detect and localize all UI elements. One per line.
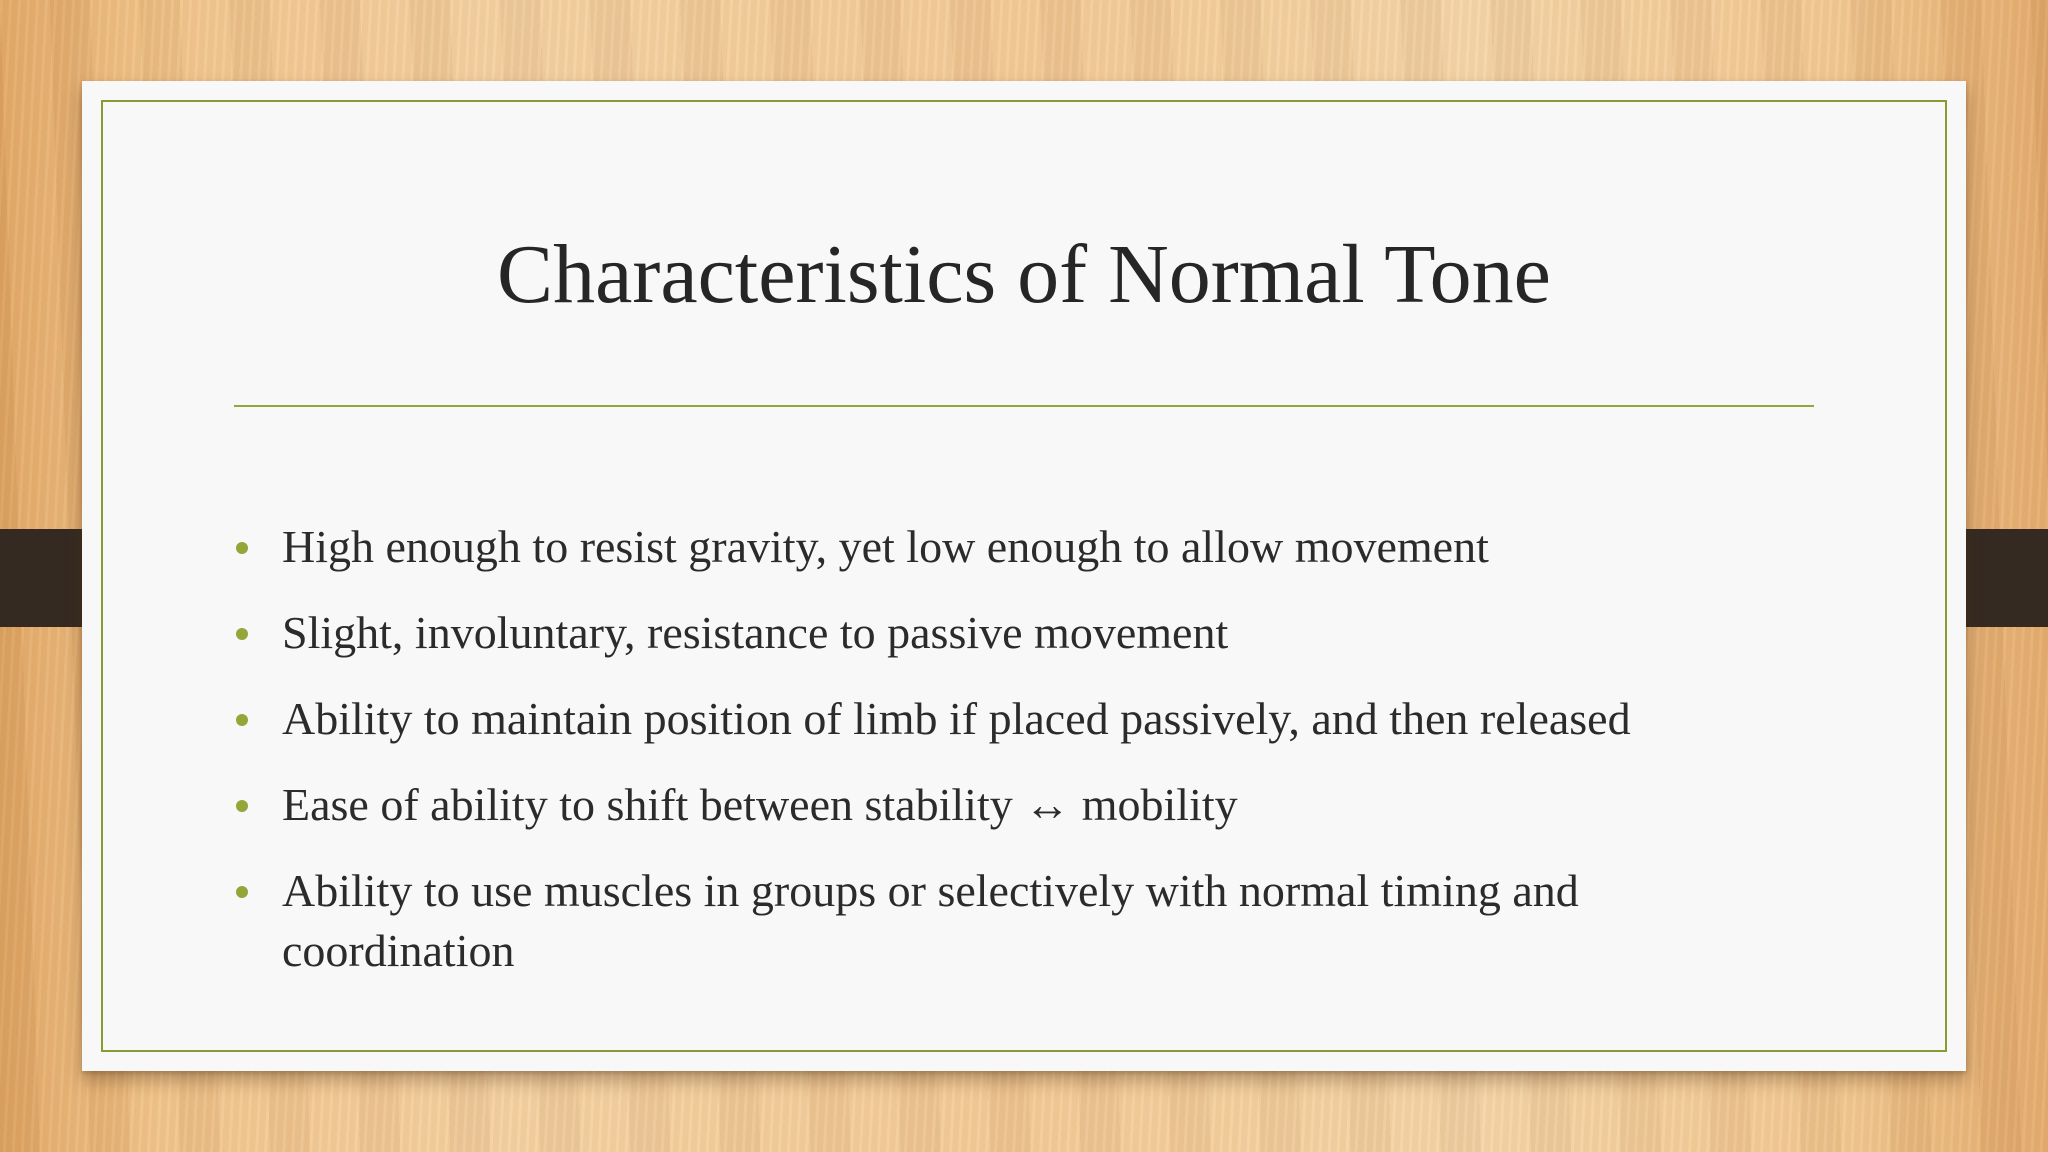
bullet-dot-icon <box>236 800 248 812</box>
slide-title: Characteristics of Normal Tone <box>497 228 1551 321</box>
bullet-list <box>234 517 1794 1007</box>
bullet-dot-icon <box>236 714 248 726</box>
bullet-dot-icon <box>236 886 248 898</box>
bullet-item <box>234 517 1794 577</box>
bullet-item <box>234 861 1794 981</box>
title-divider <box>234 405 1814 407</box>
bullet-dot-icon <box>236 542 248 554</box>
bullet-dot-icon <box>236 628 248 640</box>
bullet-text: Ability to use muscles in groups or selectively with normal timing and coordination <box>282 865 1579 976</box>
bullet-item <box>234 775 1794 835</box>
slide <box>82 81 1966 1071</box>
bullet-text: Ability to maintain position of limb if placed passively, and then released <box>282 693 1631 744</box>
bullet-text: Slight, involuntary, resistance to passive movement <box>282 607 1229 658</box>
bullet-item <box>234 603 1794 663</box>
bullet-text: High enough to resist gravity, yet low enough to allow movement <box>282 521 1489 572</box>
bullet-item <box>234 689 1794 749</box>
bullet-text: Ease of ability to shift between stability ↔ mobility <box>282 779 1238 830</box>
